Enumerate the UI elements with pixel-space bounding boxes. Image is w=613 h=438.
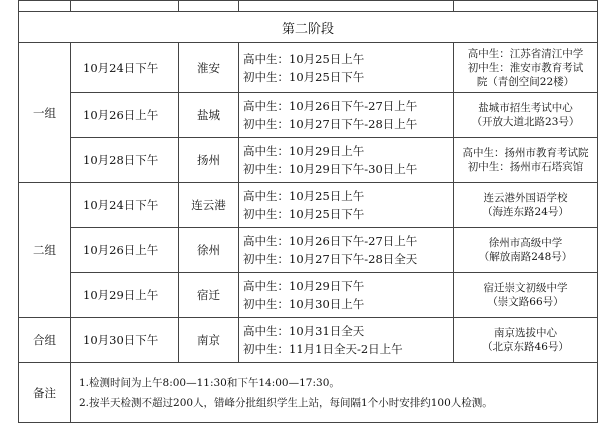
table-row bbox=[19, 228, 598, 273]
venue: 高中生：江苏省清江中学 初中生：淮安市教育考试 院（青创空间22楼） bbox=[454, 43, 598, 93]
venue: 宿迁崇文初级中学 （崇文路66号） bbox=[454, 273, 598, 318]
note-item: 2.按半天检测不超过200人，错峰分批组织学生上站，每间隔1个小时安排约100人检测。 bbox=[79, 396, 493, 409]
notes-label: 备注 bbox=[19, 363, 71, 423]
city: 淮安 bbox=[179, 43, 239, 93]
city: 徐州 bbox=[179, 228, 239, 273]
table-row bbox=[19, 273, 598, 318]
arrival-date: 10月26日上午 bbox=[71, 228, 179, 273]
arrival-date: 10月29日上午 bbox=[71, 273, 179, 318]
city: 南京 bbox=[179, 318, 239, 363]
table-row bbox=[19, 93, 598, 138]
notes-content bbox=[71, 363, 598, 423]
group-name: 一组 bbox=[19, 43, 71, 183]
exam-times: 高中生：10月26日下午-27日上午 初中生：10月27日下午-28日上午 bbox=[239, 93, 454, 138]
table-row bbox=[19, 43, 598, 93]
arrival-date: 10月30日下午 bbox=[71, 318, 179, 363]
arrival-date: 10月28日下午 bbox=[71, 138, 179, 183]
arrival-date: 10月24日下午 bbox=[71, 183, 179, 228]
city: 扬州 bbox=[179, 138, 239, 183]
exam-times: 高中生：10月25日上午 初中生：10月25日下午 bbox=[239, 183, 454, 228]
venue: 南京选拔中心 （北京东路46号） bbox=[454, 318, 598, 363]
schedule-table bbox=[18, 0, 598, 423]
venue: 高中生：扬州市教育考试院 初中生：扬州市石塔宾馆 bbox=[454, 138, 598, 183]
stage-title: 第二阶段 bbox=[19, 12, 598, 43]
exam-times: 高中生：10月29日上午 初中生：10月29日下午-30日上午 bbox=[239, 138, 454, 183]
group-name: 二组 bbox=[19, 183, 71, 318]
venue: 连云港外国语学校 （海连东路24号） bbox=[454, 183, 598, 228]
venue: 徐州市高级中学 （解放南路248号） bbox=[454, 228, 598, 273]
arrival-date: 10月24日下午 bbox=[71, 43, 179, 93]
exam-times: 高中生：10月31日全天 初中生：11月1日全天-2日上午 bbox=[239, 318, 454, 363]
table-row bbox=[19, 183, 598, 228]
note-item: 1.检测时间为上午8:00—11:30和下午14:00—17:30。 bbox=[79, 376, 340, 389]
group-name: 合组 bbox=[19, 318, 71, 363]
exam-times: 高中生：10月29日下午 初中生：10月30日上午 bbox=[239, 273, 454, 318]
cut-off-row bbox=[19, 1, 598, 12]
table-row bbox=[19, 318, 598, 363]
venue: 盐城市招生考试中心 （开放大道北路23号） bbox=[454, 93, 598, 138]
city: 盐城 bbox=[179, 93, 239, 138]
table-row bbox=[19, 138, 598, 183]
city: 宿迁 bbox=[179, 273, 239, 318]
stage-header-row bbox=[19, 12, 598, 43]
city: 连云港 bbox=[179, 183, 239, 228]
notes-row bbox=[19, 363, 598, 423]
exam-times: 高中生：10月26日下午-27日上午 初中生：10月27日下午-28日全天 bbox=[239, 228, 454, 273]
arrival-date: 10月26日上午 bbox=[71, 93, 179, 138]
exam-times: 高中生：10月25日上午 初中生：10月25日下午 bbox=[239, 43, 454, 93]
